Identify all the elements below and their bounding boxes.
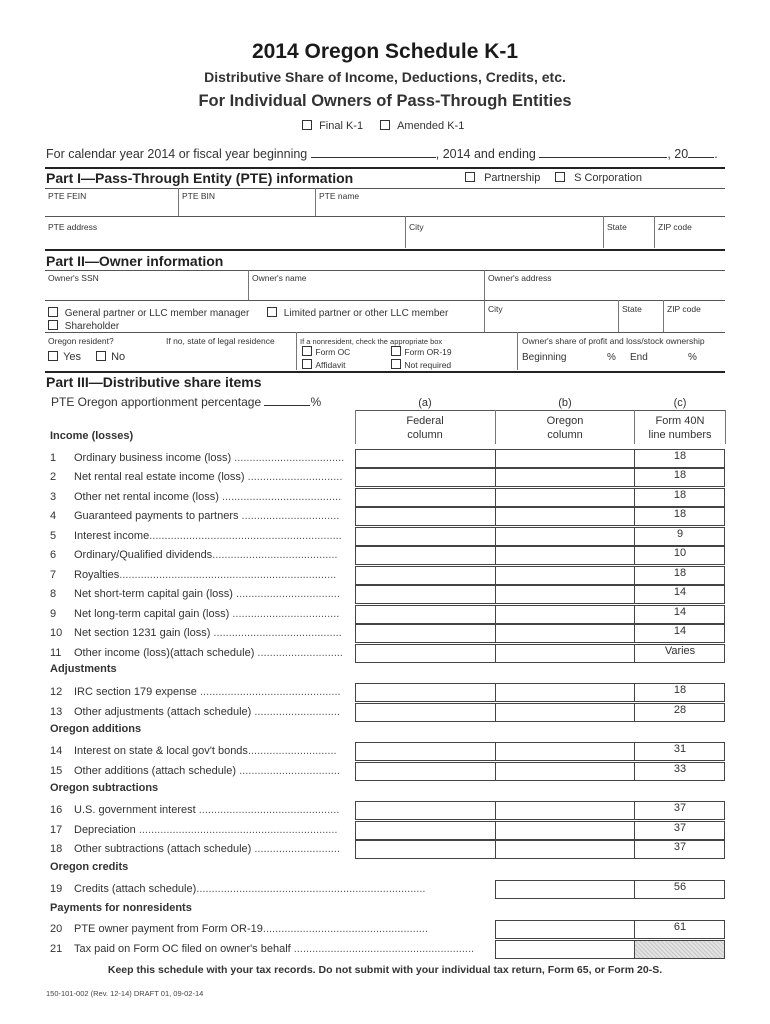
form40n-line-number: 18 xyxy=(673,469,687,481)
line-leader-dots: ...................................................... xyxy=(262,923,428,935)
line-number: 13 xyxy=(50,706,63,718)
federal-amount-field[interactable] xyxy=(355,546,496,565)
form-oc-checkbox[interactable] xyxy=(302,346,312,356)
line-leader-dots: ....................................... xyxy=(218,491,342,503)
line-label: Depreciation xyxy=(74,824,136,836)
form-or19-checkbox[interactable] xyxy=(391,346,401,356)
oregon-amount-field[interactable] xyxy=(495,880,635,899)
owner-zip-label: ZIP code xyxy=(667,304,701,314)
divider xyxy=(178,188,179,216)
line-label: Credits (attach schedule) xyxy=(74,883,197,895)
amended-k1-label: Amended K-1 xyxy=(397,120,465,132)
affidavit-option[interactable] xyxy=(302,359,345,370)
line-leader-dots: ....................................................................... xyxy=(119,569,337,581)
oregon-head-line1: Oregon xyxy=(546,415,584,427)
line-label: Tax paid on Form OC filed on owner's behalf xyxy=(74,943,291,955)
line-number: 4 xyxy=(50,510,57,522)
federal-amount-field[interactable] xyxy=(355,449,496,468)
apportionment-field[interactable] xyxy=(264,396,310,406)
part2-title: Part II—Owner information xyxy=(46,253,224,269)
line-leader-dots: ................................ xyxy=(238,510,340,522)
federal-amount-field[interactable] xyxy=(355,644,496,663)
line-label: PTE owner payment from Form OR-19 xyxy=(74,923,263,935)
apportionment-pct: % xyxy=(310,395,322,409)
shareholder-label: Shareholder xyxy=(64,321,120,332)
oregon-amount-field[interactable] xyxy=(495,488,635,507)
form40n-line-number: 61 xyxy=(673,921,687,933)
form40n-line-number: 31 xyxy=(673,743,687,755)
divider xyxy=(405,216,406,248)
federal-amount-field[interactable] xyxy=(355,821,496,840)
nonresident-check-label: If a nonresident, check the appropriate box xyxy=(300,337,443,346)
line-leader-dots: .................................... xyxy=(231,452,345,464)
form40n-line-number: Varies xyxy=(664,645,696,657)
s-corp-checkbox[interactable] xyxy=(555,172,565,182)
line-label: Other income (loss)(attach schedule) xyxy=(74,647,255,659)
line-item-11 xyxy=(50,647,343,661)
amended-k1-checkbox[interactable] xyxy=(380,120,390,130)
part3-title: Part III—Distributive share items xyxy=(46,374,262,390)
payments-heading: Payments for nonresidents xyxy=(50,902,192,914)
divider xyxy=(634,410,635,444)
line-item-6 xyxy=(50,549,338,563)
divider xyxy=(45,216,725,217)
line-item-14 xyxy=(50,745,337,759)
pte-state-label: State xyxy=(607,222,627,232)
oregon-amount-field[interactable] xyxy=(495,821,635,840)
line-label: Net section 1231 gain (loss) xyxy=(74,627,211,639)
federal-amount-field[interactable] xyxy=(355,762,496,781)
owner-ssn-field[interactable] xyxy=(48,283,244,297)
oregon-amount-field[interactable] xyxy=(495,605,635,624)
general-partner-checkbox[interactable] xyxy=(48,307,58,317)
federal-amount-field[interactable] xyxy=(355,468,496,487)
line-number: 1 xyxy=(50,452,57,464)
form40n-column-head xyxy=(637,414,723,442)
pte-address-label: PTE address xyxy=(48,222,98,232)
line-number: 18 xyxy=(50,843,63,855)
final-k1-label: Final K-1 xyxy=(319,120,364,132)
form40n-head-line2: line numbers xyxy=(648,429,712,441)
oregon-amount-field[interactable] xyxy=(495,468,635,487)
line-leader-dots: ............................ xyxy=(251,706,340,718)
form40n-line-number: 37 xyxy=(673,802,687,814)
ownership-end-label: End xyxy=(630,352,648,363)
form-subtitle-owners: For Individual Owners of Pass-Through Entities xyxy=(198,92,572,110)
calendar-year-line xyxy=(46,146,718,161)
affidavit-label: Affidavit xyxy=(315,360,346,370)
pte-name-field[interactable] xyxy=(319,200,723,214)
line-number: 3 xyxy=(50,491,57,503)
oregon-amount-field[interactable] xyxy=(495,449,635,468)
line-item-8 xyxy=(50,588,340,602)
divider xyxy=(484,300,725,301)
calendar-suffix: , 20 xyxy=(667,147,689,161)
line-label: U.S. government interest xyxy=(74,804,196,816)
form40n-line-number: 18 xyxy=(673,489,687,501)
line-label: Other adjustments (attach schedule) xyxy=(74,706,252,718)
oregon-amount-field[interactable] xyxy=(495,683,635,702)
line-number: 8 xyxy=(50,588,57,600)
line-leader-dots: .............................................. xyxy=(195,804,340,816)
oregon-amount-field[interactable] xyxy=(495,742,635,761)
resident-no-option[interactable] xyxy=(96,351,125,363)
partnership-label: Partnership xyxy=(484,172,541,184)
federal-amount-field[interactable] xyxy=(355,801,496,820)
resident-no-label: No xyxy=(111,351,126,363)
divider xyxy=(484,270,485,332)
not-required-label: Not required xyxy=(404,360,452,370)
line-label: Other additions (attach schedule) xyxy=(74,765,237,777)
legal-residence-field[interactable] xyxy=(166,347,293,365)
oregon-amount-field[interactable] xyxy=(495,644,635,663)
owner-name-label: Owner's name xyxy=(252,273,307,283)
line-item-12 xyxy=(50,686,341,700)
line-leader-dots: ............................ xyxy=(251,843,340,855)
divider xyxy=(603,216,604,248)
line-leader-dots: ........................................................... xyxy=(290,943,475,955)
oregon-amount-field[interactable] xyxy=(495,940,635,959)
form-or19-option[interactable] xyxy=(391,346,452,357)
line-number: 15 xyxy=(50,765,63,777)
line-item-19 xyxy=(50,883,426,897)
line-leader-dots: ............................................................... xyxy=(149,530,342,542)
part3-rule xyxy=(45,371,725,373)
line-label: Interest income xyxy=(74,530,150,542)
form40n-line-number: 18 xyxy=(673,508,687,520)
line-label: Net rental real estate income (loss) xyxy=(74,471,245,483)
fiscal-end-field[interactable] xyxy=(539,146,667,158)
divider xyxy=(45,270,725,271)
line-item-16 xyxy=(50,804,339,818)
oregon-amount-field[interactable] xyxy=(495,840,635,859)
form-title: 2014 Oregon Schedule K-1 xyxy=(251,40,519,63)
line-item-20 xyxy=(50,923,428,937)
legal-residence-label: If no, state of legal residence xyxy=(166,336,275,346)
limited-partner-label: Limited partner or other LLC member xyxy=(283,308,449,319)
calendar-end: . xyxy=(714,147,718,161)
ownership-beginning-field[interactable] xyxy=(571,348,605,364)
owner-address-label: Owner's address xyxy=(488,273,552,283)
form40n-line-number: 9 xyxy=(676,528,684,540)
form40n-line-number: 56 xyxy=(673,881,687,893)
divider xyxy=(45,300,485,301)
pte-state-field[interactable] xyxy=(607,233,652,247)
line-number: 10 xyxy=(50,627,63,639)
line-number: 16 xyxy=(50,804,63,816)
oregon-resident-label: Oregon resident? xyxy=(48,336,114,346)
limited-partner-option[interactable] xyxy=(267,307,448,319)
s-corp-option[interactable] xyxy=(555,172,642,184)
part1-rule xyxy=(45,167,725,169)
federal-amount-field[interactable] xyxy=(355,488,496,507)
pte-zip-field[interactable] xyxy=(658,233,723,247)
divider xyxy=(248,270,249,300)
affidavit-checkbox[interactable] xyxy=(302,359,312,369)
line-item-13 xyxy=(50,706,340,720)
owner-zip-field[interactable] xyxy=(667,315,723,329)
line-label: Guaranteed payments to partners xyxy=(74,510,239,522)
ownership-end-field[interactable] xyxy=(652,348,686,364)
line-number: 7 xyxy=(50,569,57,581)
pte-bin-field[interactable] xyxy=(182,200,312,214)
col-a-header: (a) xyxy=(418,397,432,409)
federal-amount-field[interactable] xyxy=(355,507,496,526)
oregon-amount-field[interactable] xyxy=(495,624,635,643)
line-item-18 xyxy=(50,843,340,857)
line-item-21 xyxy=(50,943,474,957)
divider xyxy=(45,332,725,333)
part1-title: Part I—Pass-Through Entity (PTE) information xyxy=(46,170,354,186)
oregon-column-head xyxy=(498,414,632,442)
form40n-line-number: 18 xyxy=(673,450,687,462)
divider xyxy=(618,300,619,332)
final-k1-checkbox[interactable] xyxy=(302,120,312,130)
col-c-header: (c) xyxy=(673,397,687,409)
owner-address-field[interactable] xyxy=(488,283,723,297)
line-number: 12 xyxy=(50,686,63,698)
limited-partner-checkbox[interactable] xyxy=(267,307,277,317)
line-item-17 xyxy=(50,824,337,838)
line-label: Ordinary/Qualified dividends xyxy=(74,549,213,561)
shareholder-option[interactable] xyxy=(48,320,119,332)
resident-yes-checkbox[interactable] xyxy=(48,351,58,361)
federal-amount-field[interactable] xyxy=(355,605,496,624)
line-item-3 xyxy=(50,491,341,505)
line-item-9 xyxy=(50,608,339,622)
owner-state-label: State xyxy=(622,304,642,314)
oregon-head-line2: column xyxy=(547,429,583,441)
line-item-1 xyxy=(50,452,344,466)
divider xyxy=(495,410,496,444)
pte-fein-label: PTE FEIN xyxy=(48,191,87,201)
divider xyxy=(45,188,725,189)
pte-fein-field[interactable] xyxy=(48,200,176,214)
part2-rule xyxy=(45,249,725,251)
line-leader-dots: ................................... xyxy=(229,608,340,620)
oregon-amount-field[interactable] xyxy=(495,762,635,781)
line-number: 20 xyxy=(50,923,63,935)
not-required-option[interactable] xyxy=(391,359,451,370)
oregon-amount-field[interactable] xyxy=(495,920,635,939)
line-label: Other net rental income (loss) xyxy=(74,491,219,503)
divider xyxy=(355,410,725,411)
oregon-amount-field[interactable] xyxy=(495,801,635,820)
apportionment-line xyxy=(51,395,321,409)
federal-amount-field[interactable] xyxy=(355,840,496,859)
owner-city-label: City xyxy=(488,304,503,314)
line-number: 6 xyxy=(50,549,57,561)
line-leader-dots: ............................... xyxy=(244,471,343,483)
federal-head-line2: column xyxy=(407,429,443,441)
line-number: 19 xyxy=(50,883,63,895)
resident-yes-option[interactable] xyxy=(48,351,81,363)
calendar-mid: , 2014 and ending xyxy=(435,147,536,161)
col-b-header: (b) xyxy=(558,397,572,409)
ownership-beginning-label: Beginning xyxy=(522,352,567,363)
general-partner-option[interactable] xyxy=(48,307,249,319)
line-item-10 xyxy=(50,627,342,641)
line-label: Ordinary business income (loss) xyxy=(74,452,232,464)
additions-heading: Oregon additions xyxy=(50,723,142,735)
pte-bin-label: PTE BIN xyxy=(182,191,216,201)
federal-amount-field[interactable] xyxy=(355,703,496,722)
line-leader-dots: ........................................................................... xyxy=(196,883,426,895)
line-number: 5 xyxy=(50,530,57,542)
line-label: Net long-term capital gain (loss) xyxy=(74,608,230,620)
form-subtitle: Distributive Share of Income, Deductions, Credits, etc. xyxy=(204,69,566,85)
ownership-beginning[interactable] xyxy=(522,352,566,363)
form-or19-label: Form OR-19 xyxy=(404,347,452,357)
line-number: 14 xyxy=(50,745,63,757)
federal-amount-field[interactable] xyxy=(355,683,496,702)
fiscal-begin-field[interactable] xyxy=(311,146,436,158)
oregon-amount-field[interactable] xyxy=(495,546,635,565)
federal-head-line1: Federal xyxy=(406,415,444,427)
line-label: Other subtractions (attach schedule) xyxy=(74,843,252,855)
divider xyxy=(654,216,655,248)
form40n-line-number: 37 xyxy=(673,841,687,853)
income-heading: Income (losses) xyxy=(50,430,134,442)
footer-notice: Keep this schedule with your tax records. Do not submit with your individual tax return, Form 65, or Form 20-S. xyxy=(107,964,663,976)
line-leader-dots: ................................................................. xyxy=(135,824,338,836)
line-number: 9 xyxy=(50,608,57,620)
form40n-line-number: 10 xyxy=(673,547,687,559)
federal-amount-field[interactable] xyxy=(355,527,496,546)
shareholder-checkbox[interactable] xyxy=(48,320,58,330)
form40n-head-line1: Form 40N xyxy=(655,415,705,427)
amended-k1-option[interactable] xyxy=(380,120,464,132)
line-number: 21 xyxy=(50,943,63,955)
owner-name-field[interactable] xyxy=(252,283,480,297)
subtractions-heading: Oregon subtractions xyxy=(50,782,159,794)
line-number: 11 xyxy=(50,647,62,659)
line-leader-dots: .......................................... xyxy=(210,627,342,639)
divider xyxy=(663,300,664,332)
divider xyxy=(296,332,297,370)
s-corp-label: S Corporation xyxy=(574,172,642,184)
line-leader-dots: ............................ xyxy=(254,647,343,659)
divider xyxy=(725,410,726,444)
credits-heading: Oregon credits xyxy=(50,861,129,873)
pte-address-field[interactable] xyxy=(48,233,402,247)
form40n-line-number: 28 xyxy=(673,704,687,716)
shaded-cell xyxy=(634,940,725,959)
oregon-amount-field[interactable] xyxy=(495,703,635,722)
pte-zip-label: ZIP code xyxy=(658,222,692,232)
federal-amount-field[interactable] xyxy=(355,624,496,643)
partnership-option[interactable] xyxy=(465,172,540,184)
line-leader-dots: ................................. xyxy=(236,765,340,777)
line-item-15 xyxy=(50,765,340,779)
form-id: 150-101-002 (Rev. 12-14) DRAFT 01, 09-02-14 xyxy=(46,989,204,998)
calendar-prefix: For calendar year 2014 or fiscal year beginning xyxy=(46,147,308,161)
federal-amount-field[interactable] xyxy=(355,566,496,585)
federal-amount-field[interactable] xyxy=(355,585,496,604)
oregon-amount-field[interactable] xyxy=(495,527,635,546)
owner-ssn-label: Owner's SSN xyxy=(48,273,99,283)
pte-name-label: PTE name xyxy=(319,191,360,201)
owner-city-field[interactable] xyxy=(488,315,616,329)
oregon-amount-field[interactable] xyxy=(495,585,635,604)
ownership-share-label: Owner's share of profit and loss/stock ownership xyxy=(522,336,705,346)
pte-city-label: City xyxy=(409,222,424,232)
not-required-checkbox[interactable] xyxy=(391,359,401,369)
line-item-4 xyxy=(50,510,339,524)
ownership-beginning-pct: % xyxy=(607,352,616,363)
adjustments-heading: Adjustments xyxy=(50,663,117,675)
divider xyxy=(315,188,316,216)
general-partner-label: General partner or LLC member manager xyxy=(64,308,250,319)
line-number: 2 xyxy=(50,471,57,483)
form40n-line-number: 33 xyxy=(673,763,687,775)
final-k1-option[interactable] xyxy=(302,120,363,132)
resident-yes-label: Yes xyxy=(63,351,82,363)
line-label: Royalties xyxy=(74,569,120,581)
line-leader-dots: ............................. xyxy=(247,745,337,757)
divider xyxy=(517,332,518,370)
form40n-line-number: 18 xyxy=(673,567,687,579)
line-leader-dots: .............................................. xyxy=(196,686,341,698)
federal-column-head xyxy=(358,414,492,442)
line-leader-dots: .................................. xyxy=(232,588,340,600)
line-label: IRC section 179 expense xyxy=(74,686,197,698)
partnership-checkbox[interactable] xyxy=(465,172,475,182)
federal-amount-field[interactable] xyxy=(355,742,496,761)
line-leader-dots: ......................................... xyxy=(212,549,338,561)
line-label: Net short-term capital gain (loss) xyxy=(74,588,233,600)
divider xyxy=(355,410,356,444)
pte-city-field[interactable] xyxy=(409,233,601,247)
ownership-end-pct: % xyxy=(688,352,697,363)
form40n-line-number: 37 xyxy=(673,822,687,834)
form-oc-option[interactable] xyxy=(302,346,350,357)
oregon-amount-field[interactable] xyxy=(495,566,635,585)
apportionment-label: PTE Oregon apportionment percentage xyxy=(51,395,262,409)
line-item-2 xyxy=(50,471,342,485)
form40n-line-number: 14 xyxy=(673,625,687,637)
owner-state-field[interactable] xyxy=(622,315,661,329)
oregon-amount-field[interactable] xyxy=(495,507,635,526)
form40n-line-number: 14 xyxy=(673,586,687,598)
line-number: 17 xyxy=(50,824,63,836)
line-label: Interest on state & local gov't bonds xyxy=(74,745,248,757)
resident-no-checkbox[interactable] xyxy=(96,351,106,361)
line-item-7 xyxy=(50,569,336,583)
line-item-5 xyxy=(50,530,342,544)
form40n-line-number: 18 xyxy=(673,684,687,696)
form-oc-label: Form OC xyxy=(315,347,351,357)
form40n-line-number: 14 xyxy=(673,606,687,618)
fiscal-end-year-field[interactable] xyxy=(688,146,714,158)
